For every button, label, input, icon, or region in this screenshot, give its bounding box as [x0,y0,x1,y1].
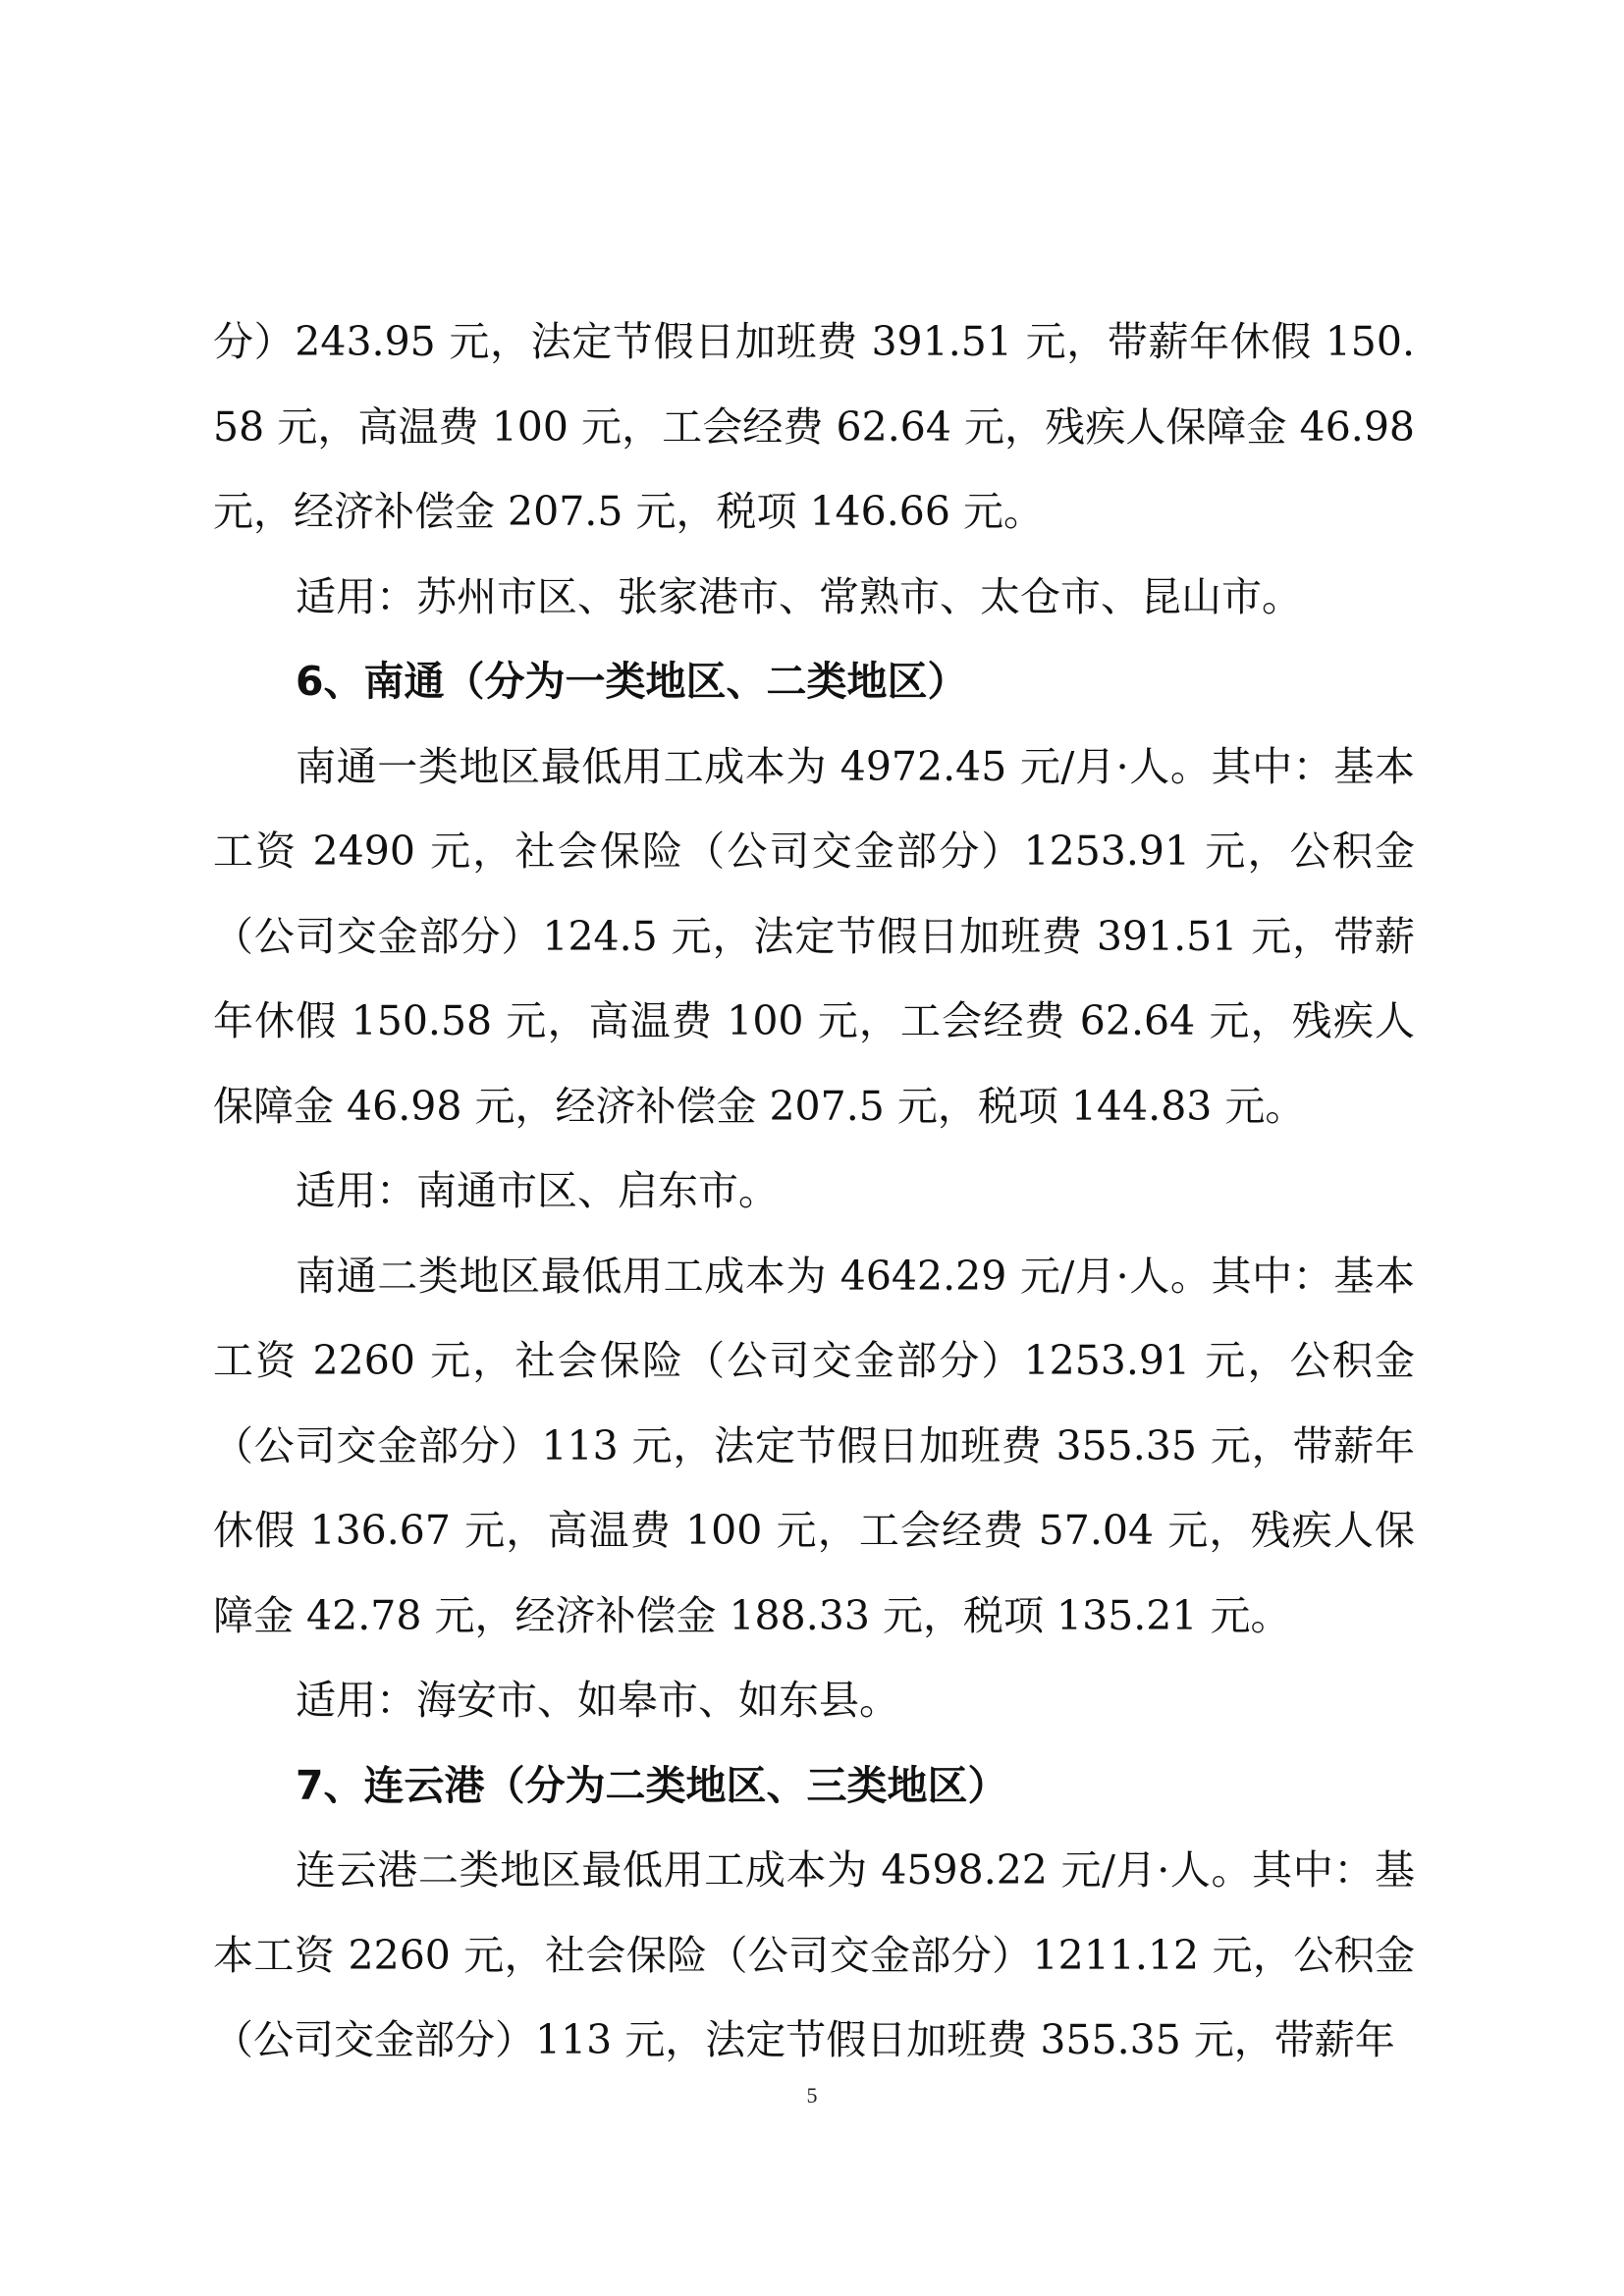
paragraph-suzhou-costs-continued: 分）243.95 元，法定节假日加班费 391.51 元，带薪年休假 150.58 元，高温费 100 元，工会经费 62.64 元，残疾人保障金 46.98 元，经济补偿金 207.5 元，税项 146.66 元。 [213,318,1415,535]
paragraph-nantong-class2: 南通二类地区最低用工成本为 4642.29 元/月·人。其中：基本工资 2260 元，社会保险（公司交金部分）1253.91 元，公积金（公司交金部分）113 元，法定节假日加班费 355.35 元，带薪年休假 136.67 元，高温费 100 元，工会经费 57.04 元，残疾人保障金 42.78 元，经济补偿金 188.33 元，税项 135.21 元。 [213,1252,1415,1639]
heading-nantong: 6、南通（分为一类地区、二类地区） [296,658,968,705]
heading-lianyungang: 7、连云港（分为二类地区、三类地区） [296,1761,1008,1809]
paragraph-nantong-class2-applicable: 适用：海安市、如皋市、如东县。 [296,1677,899,1724]
paragraph-nantong-class1-applicable: 适用：南通市区、启东市。 [296,1167,779,1214]
paragraph-nantong-class1: 南通一类地区最低用工成本为 4972.45 元/月·人。其中：基本工资 2490 元，社会保险（公司交金部分）1253.91 元，公积金（公司交金部分）124.5 元，法定节假日加班费 391.51 元，带薪年休假 150.58 元，高温费 100 元，工会经费 62.64 元，残疾人保障金 46.98 元，经济补偿金 207.5 元，税项 144.83 元。 [213,742,1415,1130]
page-number: 5 [806,2083,818,2108]
paragraph-lianyungang-class2: 连云港二类地区最低用工成本为 4598.22 元/月·人。其中：基本工资 2260 元，社会保险（公司交金部分）1211.12 元，公积金（公司交金部分）113 元，法定节假日加班费 355.35 元，带薪年 [213,1846,1415,2063]
paragraph-suzhou-applicable: 适用：苏州市区、张家港市、常熟市、太仓市、昆山市。 [296,572,1302,620]
document-body [213,299,1415,2083]
